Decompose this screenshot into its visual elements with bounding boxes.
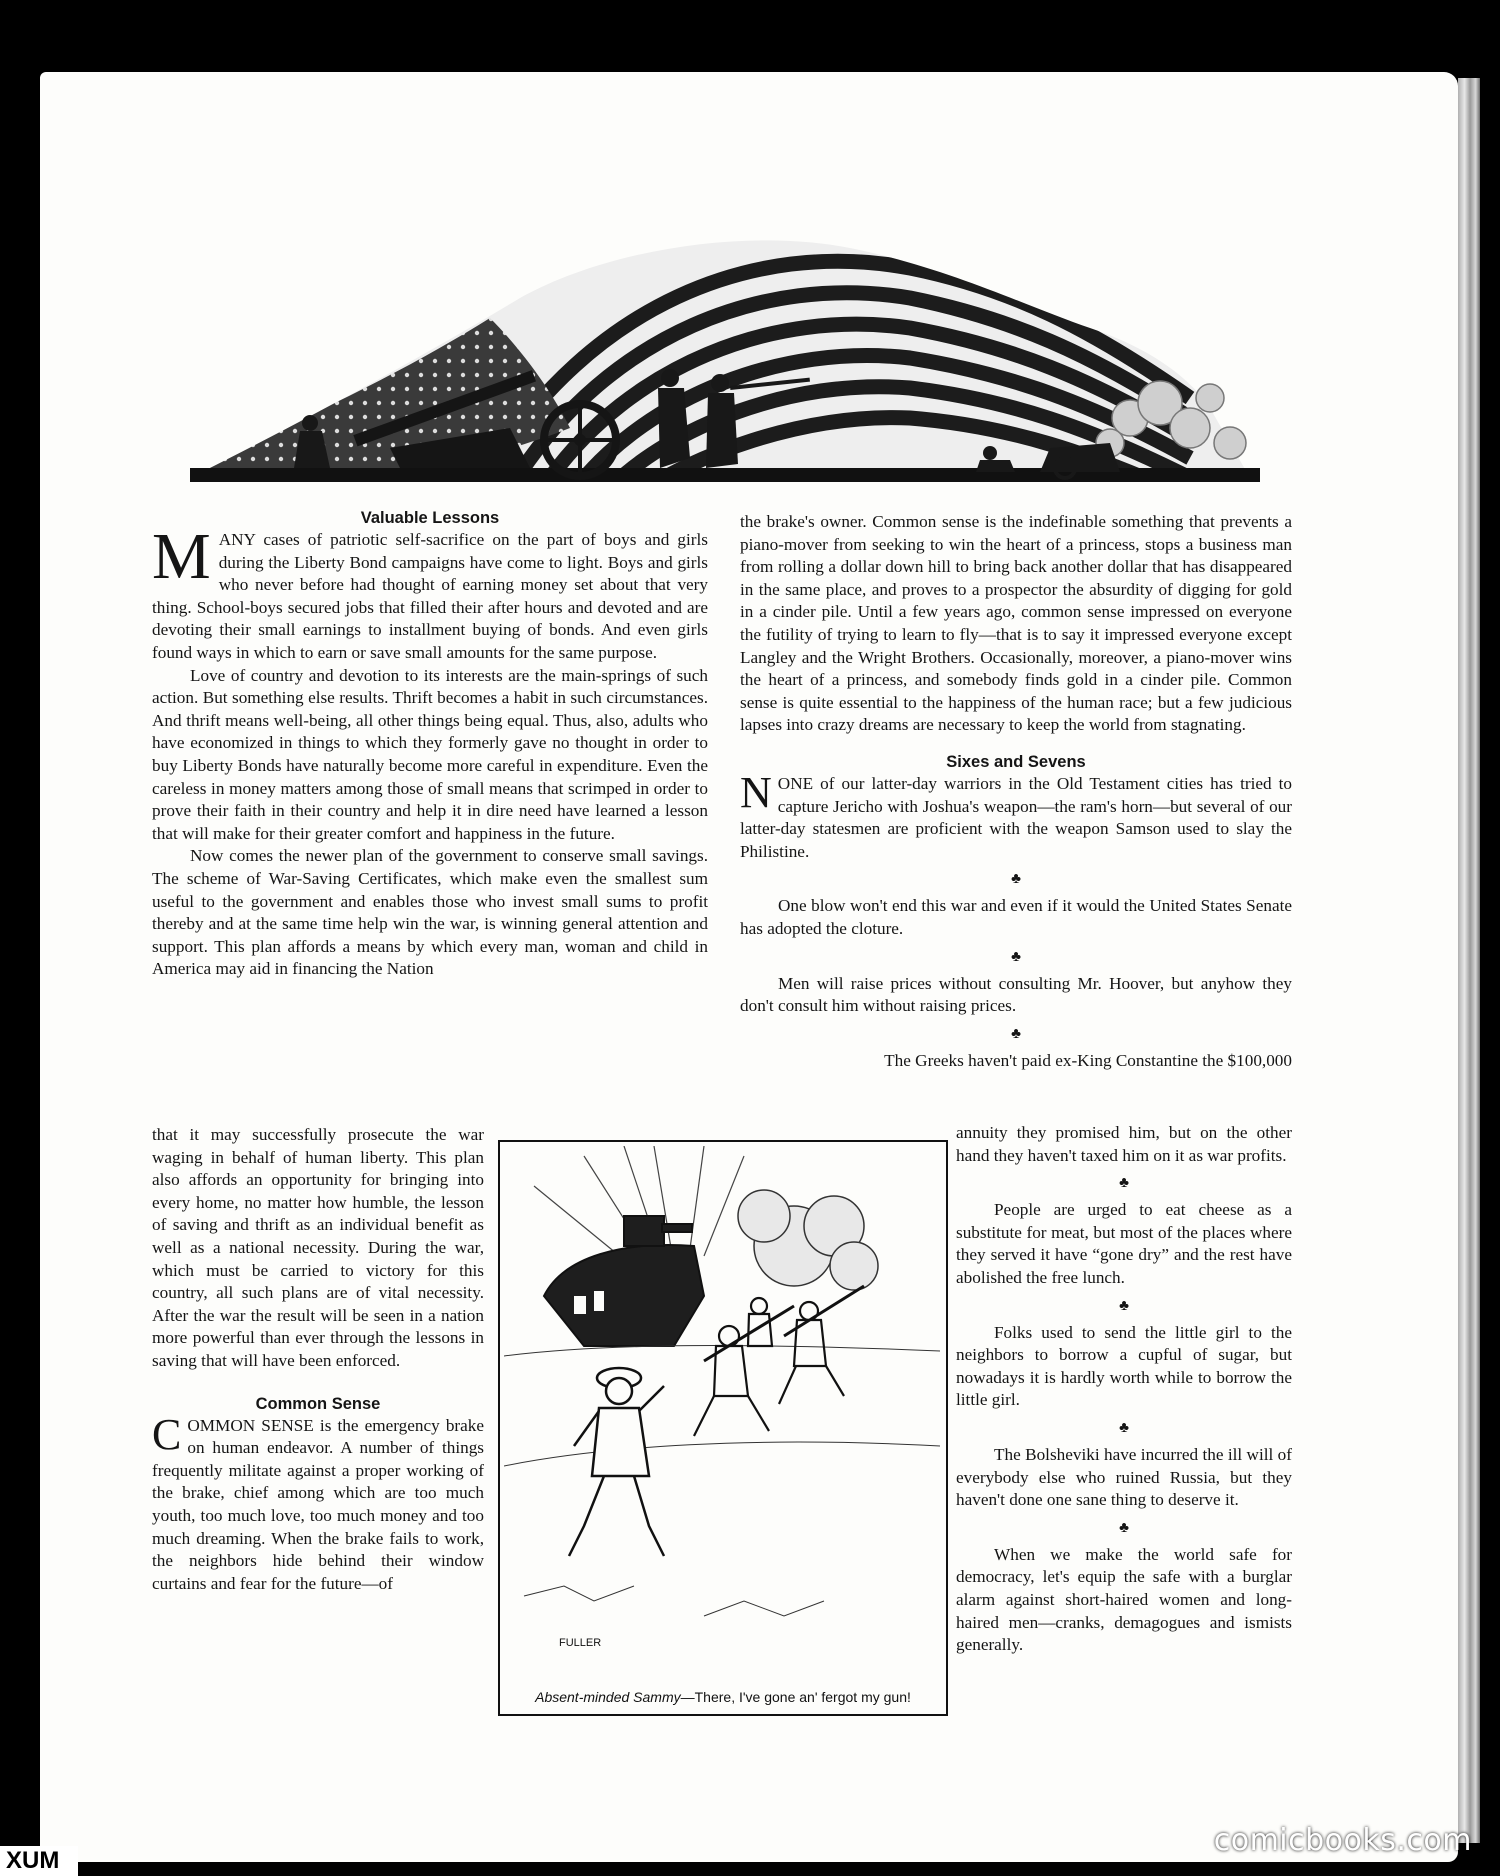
heading-valuable-lessons: Valuable Lessons [360,509,500,527]
club-ornament [740,1024,1292,1044]
cartoon-drawing [504,1146,940,1656]
caption-text: —There, I've gone an' fergot my gun! [680,1689,911,1705]
left-column-lower [152,1124,484,1595]
heading-common-sense: Common Sense [255,1394,381,1413]
club-ornament [956,1518,1292,1538]
paragraph-3: Now comes the newer plan of the government to conserve small savings. The scheme of War-Saving Certificates, which make even the smallest sum useful to the government and enables those who invest small sums to profit thereby and at the same time help win the war, is winning general attention and support. This plan affords a means by which every man, woman and child in America may aid in financing the Nation [152,846,708,979]
cartoon-caption [520,1689,926,1706]
dropcap-m: M [152,520,211,593]
paragraph-4 [152,1409,484,1596]
paragraph-12: When we make the world safe for democracy, let's equip the safe with a burglar alarm against short-haired women and long-haired men—cranks, demagogues and ismists generally. [956,1544,1292,1655]
club-ornament [740,947,1292,967]
caption-speaker: Absent-minded Sammy [535,1689,681,1705]
paragraph-1-text: ANY cases of patriotic self-sacrifice on the part of boys and girls during the Liberty Bond campaigns have come to light. Boys and girls who never before had thought of earning money set about that very thing. School-boys secured jobs that filled their after hours and devoted and are devoting their small earnings to installment buying of bonds. And even girls found ways in which to earn or save small amounts for the same purpose. [152,530,708,662]
corner-label: XUM [0,1846,78,1876]
paragraph-4-text: OMMON SENSE is the emergency brake on human endeavor. A number of things frequently militate against a proper working of the brake, chief among which are too much youth, too much love, too much money and too much dreaming. When the brake fails to work, the neighbors hide behind their window curtains and fear for the future—of [152,1415,484,1593]
page-edge [1458,78,1480,1843]
site-watermark: comicbooks.com [1213,1823,1472,1858]
club-ornament [740,869,1292,889]
paragraph-10: Folks used to send the little girl to the neighbors to borrow a cupful of sugar, but nowadays it is hardly worth while to borrow the little girl. [956,1322,1292,1410]
paragraph-4-continued: the brake's owner. Common sense is the indefinable something that prevents a piano-mover from seeking to win the heart of a princess, stops a business man from rolling a dollar down hill to bring back another dollar that has disappeared in the same place, and proves to a prospector the absurdity of digging for gold in a cinder pile. Until a few years ago, common sense impressed on everyone the futility of trying to learn to fly—that is to say it impressed everyone except Langley and the Wright Brothers. Occasionally, moreover, a piano-mover wins the heart of a princess, and somebody finds gold in a cinder pile. Common sense is quite essential to the happiness of the human race; but a few judicious lapses into crazy dreams are necessary to keep the world from stagnating. [740,512,1292,735]
paragraph-7: Men will raise prices without consulting Mr. Hoover, but anyhow they don't consult him without raising prices. [740,973,1292,1016]
heading-sixes-and-sevens: Sixes and Sevens [946,752,1086,771]
right-column-lower [956,1122,1292,1657]
left-column-upper [152,507,708,981]
dropcap-c: C [152,1409,182,1459]
paragraph-2: Love of country and devotion to its interests are the main-springs of such action. But something else results. Thrift becomes a habit in such circumstances. And thrift means well-being, all other things being equal. Thus, also, adults who have economized in things to which they formerly gave no thought in order to buy Liberty Bonds have naturally become more careful in expenditure. Even the careless in money matters among those of small means that scrimped in order to prove their faith in their country and help it in dire need have learned a lesson that will make for their greater comfort and happiness in the future. [152,665,708,843]
paragraph-5 [740,767,1292,863]
paragraph-9: People are urged to eat cheese as a substitute for meat, but most of the places where they served it have “gone dry” and the rest have abolished the free lunch. [956,1200,1292,1287]
paragraph-8-end: annuity they promised him, but on the other hand they haven't taxed him on it as war profits. [956,1123,1292,1165]
paragraph-11: The Bolsheviki have incurred the ill will of everybody else who ruined Russia, but they haven't done one sane thing to deserve it. [956,1444,1292,1510]
club-ornament [956,1418,1292,1438]
cartoon-illustration [498,1140,948,1716]
club-ornament [956,1296,1292,1316]
paragraph-6: One blow won't end this war and even if it would the United States Senate has adopted the cloture. [740,896,1292,938]
paragraph-8-start: The Greeks haven't paid ex-King Constantine the $100,000 [884,1050,1292,1070]
paragraph-3-continued: that it may successfully prosecute the war waging in behalf of human liberty. This plan also affords an opportunity for bringing into every home, no matter how humble, the lesson of saving and thrift as an individual benefit as well as a national necessity. During the war, which must be carried to victory for this country, all such plans are of vital necessity. After the war the result will be seen in a nation more powerful than ever through the lessons in saving that will have been enforced. [152,1125,484,1370]
paragraph-5-text: ONE of our latter-day warriors in the Old Testament cities has tried to capture Jericho with Joshua's weapon—the ram's horn—but several of our latter-day statesmen are proficient with the weapon Samson used to slay the Philistine. [740,773,1292,861]
right-column-upper [740,511,1292,1072]
paragraph-1 [152,520,708,665]
club-ornament [956,1173,1292,1193]
artist-signature: FULLER [559,1637,602,1649]
flag-battlefield-illustration [190,228,1260,486]
dropcap-n: N [740,767,772,817]
